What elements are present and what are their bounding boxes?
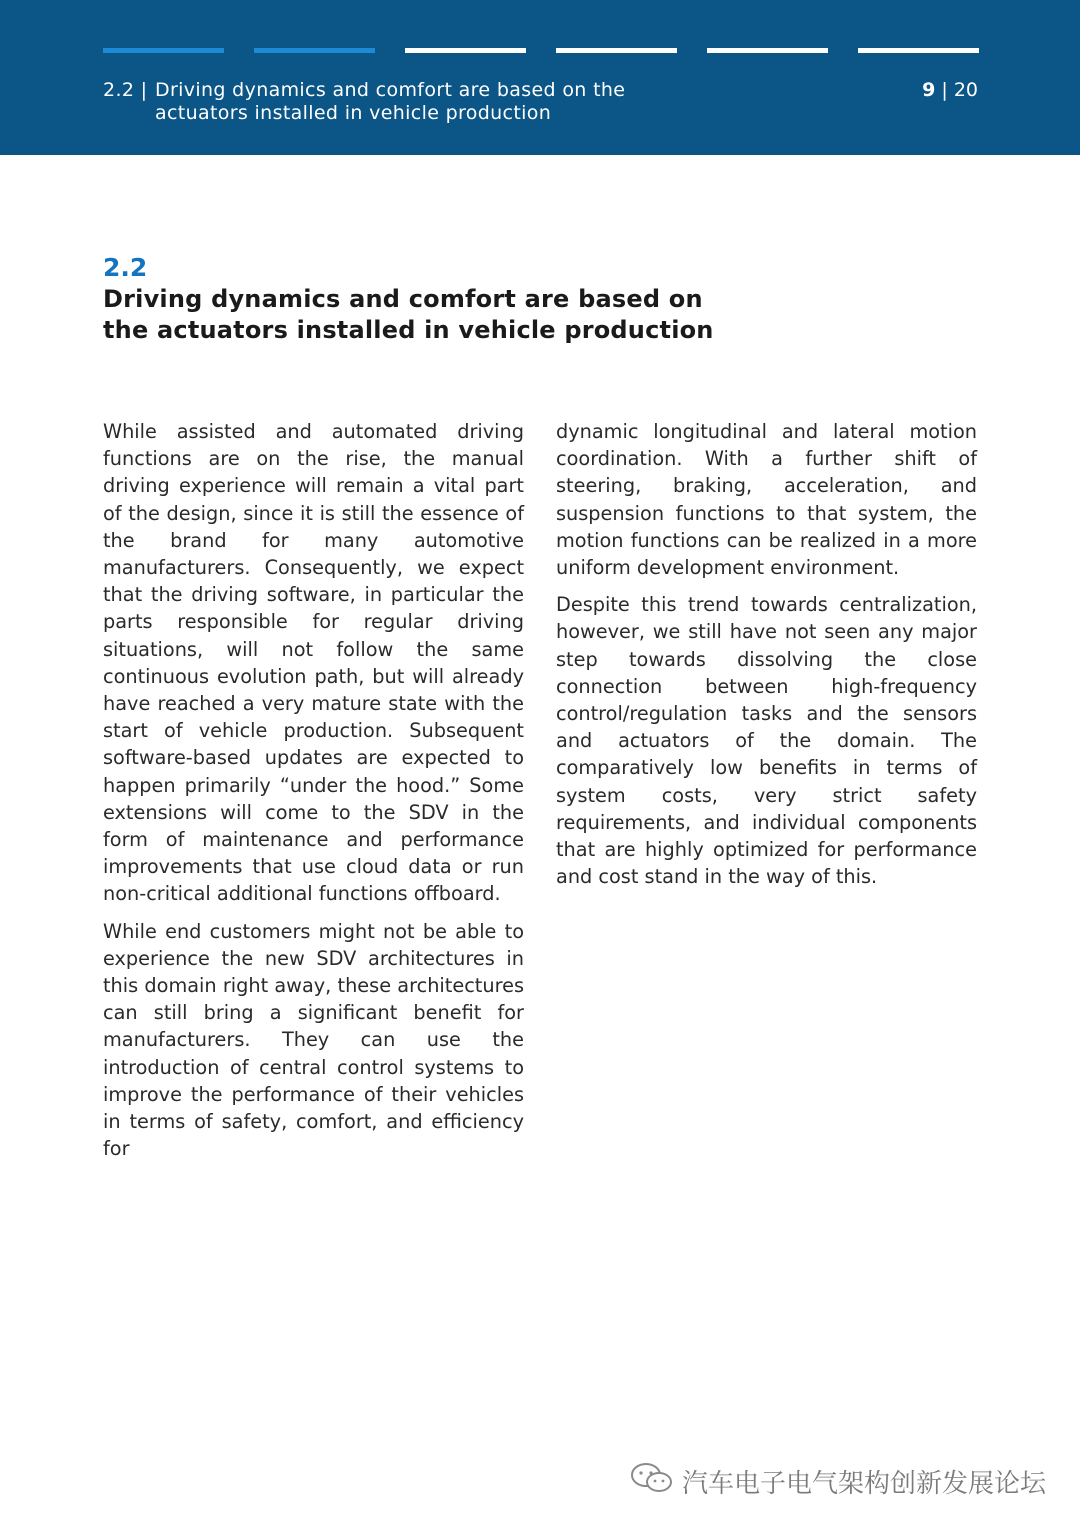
section-title-line1: Driving dynamics and comfort are based on	[103, 285, 703, 313]
progress-segment	[858, 48, 979, 53]
running-header-line2: actuators installed in vehicle production	[155, 102, 552, 124]
body-column-left	[103, 418, 524, 1172]
watermark-text: 汽车电子电气架构创新发展论坛	[681, 1469, 1046, 1499]
progress-segment	[254, 48, 375, 53]
section-title	[103, 284, 714, 346]
page-number	[922, 79, 978, 102]
wechat-icon	[630, 1461, 674, 1502]
page-current: 9	[922, 79, 936, 101]
progress-segment	[556, 48, 677, 53]
progress-segment	[707, 48, 828, 53]
page-total: 20	[953, 79, 978, 101]
progress-segment	[103, 48, 224, 53]
section-number: 2.2	[103, 253, 148, 282]
running-header-section-number: 2.2 |	[103, 79, 148, 101]
body-column-right	[556, 418, 977, 900]
running-header-title	[103, 79, 625, 125]
page-separator: |	[935, 79, 954, 101]
chapter-progress-bar	[103, 48, 979, 53]
page-header	[0, 0, 1080, 155]
progress-segment	[405, 48, 526, 53]
paragraph: Despite this trend towards centralization, however, we still have not seen any major step towards dissolving the close connection between high-frequency control/regulation tasks and the sensors and actuators of the domain. The comparatively low benefits in terms of system costs, very strict safety requirements, and individual components that are highly optimized for performance and cost stand in the way of this.	[556, 593, 977, 889]
paragraph: dynamic longitudinal and lateral motion coordination. With a further shift of steering, braking, acceleration, and suspension functions to that system, the motion functions can be realized in a more uniform development environment.	[556, 420, 977, 580]
watermark	[630, 1461, 1046, 1502]
paragraph: While end customers might not be able to experience the new SDV architectures in this domain right away, these architectures can still bring a significant benefit for manufacturers. They can use the introduction of central control systems to improve the performance of their vehicles in terms of safety, comfort, and efficiency for	[103, 919, 524, 1161]
running-header-line1: Driving dynamics and comfort are based on the	[155, 79, 626, 101]
paragraph: While assisted and automated driving functions are on the rise, the manual driving experience will remain a vital part of the design, since it is still the essence of the brand for many automotive manufacturers. Consequently, we expect that the driving software, in particular the parts responsible for regular driving situations, will not follow the same continuous evolution path, but will already have reached a very mature state with the start of vehicle production. Subsequent software-based updates are expected to happen primarily “under the hood.” Some extensions will come to the SDV in the form of maintenance and performance improvements that use cloud data or run non-critical additional functions offboard.	[103, 420, 524, 906]
section-title-line2: the actuators installed in vehicle production	[103, 316, 714, 344]
